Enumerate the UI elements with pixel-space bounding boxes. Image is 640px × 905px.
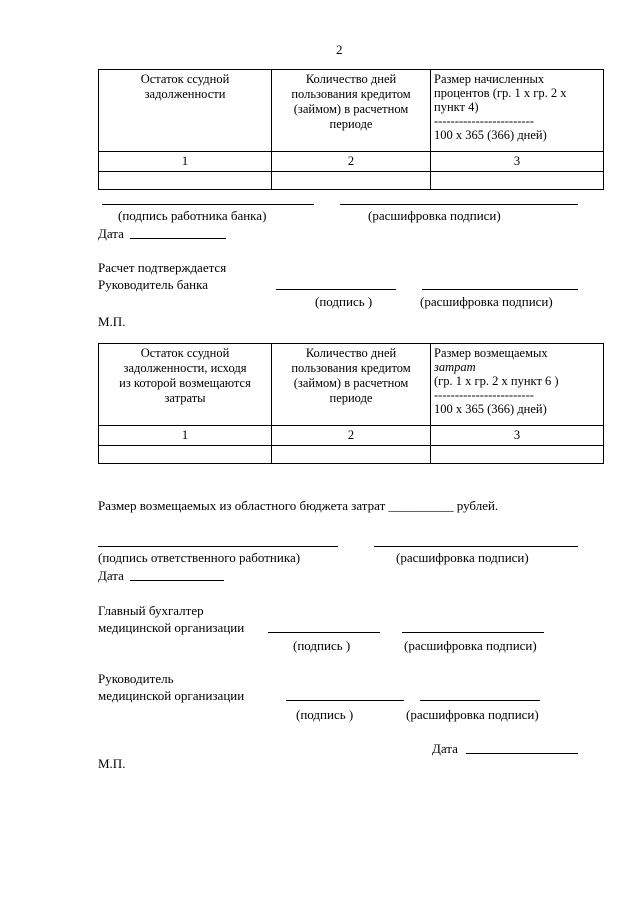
- confirm-label: Расчет подтверждается: [98, 260, 227, 275]
- signature-label: (подпись ): [293, 638, 351, 653]
- medical-org-label: медицинской организации: [98, 688, 245, 703]
- responsible-employee-signature-label: (подпись ответственного работника): [98, 550, 301, 565]
- header-days: Количество дней пользования кредитом (займом) в расчетном периоде: [272, 70, 431, 152]
- reimbursement-table: [98, 343, 604, 464]
- signature-decode-line: [340, 204, 578, 205]
- reimbursement-amount-text: Размер возмещаемых из областного бюджета затрат __________ рублей.: [98, 498, 499, 513]
- signature-decode-label: (расшифровка подписи): [404, 638, 537, 653]
- date-label: Дата: [432, 741, 458, 756]
- signature-label: (подпись ): [296, 707, 354, 722]
- medical-org-label: медицинской организации: [98, 620, 245, 635]
- table-row: [99, 172, 604, 190]
- signature-decode-line: [422, 289, 578, 290]
- amount-blank: __________: [388, 498, 454, 513]
- signature-line: [276, 289, 396, 290]
- signature-decode-line: [420, 700, 540, 701]
- signature-decode-line: [374, 546, 578, 547]
- bank-head-label: Руководитель банка: [98, 277, 208, 292]
- signature-decode-label: (расшифровка подписи): [368, 208, 501, 223]
- page-number: 2: [336, 42, 343, 57]
- header-interest-size: Размер начисленных процентов (гр. 1 х гр. 2 х пункт 4) ------------------------ 100 х 365 (366) дней): [431, 70, 604, 152]
- interest-table: [98, 69, 604, 190]
- stamp-place-label: М.П.: [98, 756, 126, 771]
- head-label: Руководитель: [98, 671, 174, 686]
- signature-line: [268, 632, 380, 633]
- chief-accountant-label: Главный бухгалтер: [98, 603, 204, 618]
- signature-decode-line: [402, 632, 544, 633]
- date-line: [466, 753, 578, 754]
- stamp-place-label: М.П.: [98, 314, 126, 329]
- header-days: Количество дней пользования кредитом (займом) в расчетном периоде: [272, 344, 431, 426]
- signature-decode-label: (расшифровка подписи): [406, 707, 539, 722]
- signature-line: [102, 204, 314, 205]
- header-loan-balance: Остаток ссудной задолженности: [99, 70, 272, 152]
- table-row: 1 2 3: [99, 152, 604, 172]
- signature-label: (подпись ): [315, 294, 373, 309]
- signature-line: [98, 546, 338, 547]
- date-label: Дата: [98, 568, 124, 583]
- table-row: 1 2 3: [99, 426, 604, 446]
- bank-employee-signature-label: (подпись работника банка): [118, 208, 267, 223]
- table-row: [99, 446, 604, 464]
- header-reimbursement-size: Размер возмещаемых затрат (гр. 1 х гр. 2 х пункт 6 ) ------------------------ 100 х 365 (366) дней): [431, 344, 604, 426]
- date-label: Дата: [98, 226, 124, 241]
- signature-decode-label: (расшифровка подписи): [420, 294, 553, 309]
- date-line: [130, 238, 226, 239]
- signature-decode-label: (расшифровка подписи): [396, 550, 529, 565]
- signature-line: [286, 700, 404, 701]
- date-line: [130, 580, 224, 581]
- header-loan-balance: Остаток ссудной задолженности, исходя из которой возмещаются затраты: [99, 344, 272, 426]
